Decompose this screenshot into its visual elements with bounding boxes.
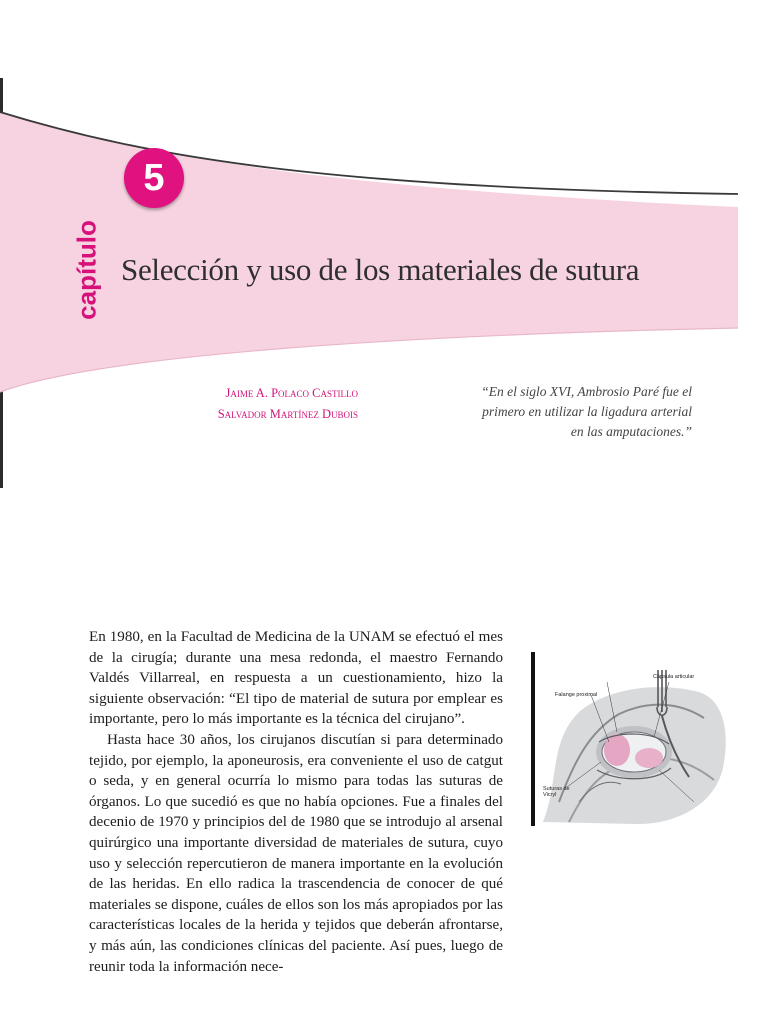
body-text [89, 627, 503, 977]
surgical-figure [531, 652, 731, 826]
author-list [170, 383, 358, 425]
author-name: Salvador Martínez Dubois [217, 407, 358, 421]
epigraph: “En el siglo XVI, Ambrosio Paré fue el primero en utilizar la ligadura arterial en las amputaciones.” [481, 384, 692, 439]
figure-label-capsula: Cápsula articular [653, 674, 695, 680]
chapter-label [72, 210, 102, 330]
figure-bar [531, 652, 535, 826]
chapter-label-text: capítulo [71, 220, 102, 320]
body-paragraph: En 1980, en la Facultad de Medicina de la UNAM se efectuó el mes de la cirugía; durante una mesa redonda, el maestro Fernando Valdés Villarreal, en respuesta a un cuestionamiento, hizo la siguiente observación: “El tipo de material de sutura por emplear es importante, pero lo más importante es la técnica del cirujano”. [89, 629, 503, 728]
chapter-number-badge: 5 [124, 148, 184, 208]
figure-label-falange: Falange proximal [555, 692, 598, 698]
body-paragraph: Hasta hace 30 años, los cirujanos discutían si para determinado tejido, por ejemplo, la aponeurosis, era conveniente el uso de catgut o seda, y en general ocurría lo mismo para todas las suturas de órganos. Lo que sucedió es que no había opciones. Fue a finales del decenio de 1970 y principios del de 1980 que se introdujo al arsenal quirúrgico una importante diversidad de materiales de sutura, cuyo uso y selección repercutieron de manera importante en la evolución de las heridas. En ello radica la trascendencia de conocer de qué materiales se dispone, cuáles de ellos son los más apropiados por las características locales de la herida y tejidos que deberán afrontarse, y más aún, las condiciones clínicas del paciente. Así pues, luego de reunir toda la información nece- [89, 731, 503, 975]
surgical-illustration [539, 652, 729, 826]
chapter-title: Selección y uso de los materiales de sutura [121, 252, 640, 287]
figure-label-suturas: Suturas de Vicryl [543, 786, 570, 798]
author-name: Jaime A. Polaco Castillo [225, 386, 358, 400]
